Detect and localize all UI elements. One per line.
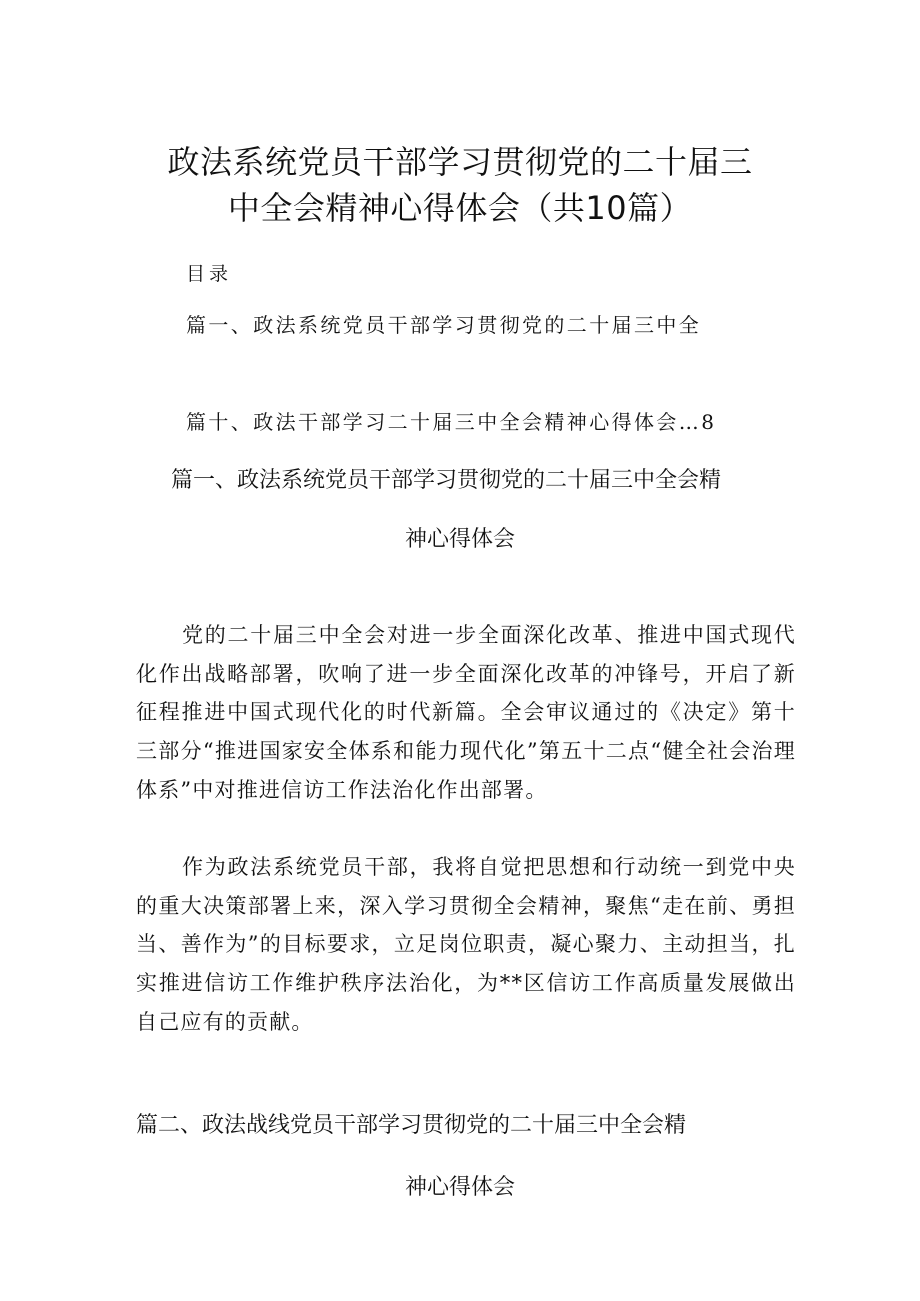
document-title-line-2: 中全会精神心得体会（共10篇） bbox=[227, 189, 693, 227]
section-2-heading-line-1: 篇二、政法战线党员干部学习贯彻党的二十届三中全会精 bbox=[136, 1113, 687, 1138]
toc-label: 目录 bbox=[186, 263, 233, 285]
section-1-heading-line-2: 神心得体会 bbox=[404, 527, 515, 552]
document-title-line-1: 政法系统党员干部学习贯彻党的二十届三 bbox=[167, 143, 753, 181]
section-1-paragraph-2: 作为政法系统党员干部，我将自觉把思想和行动统一到党中央的重大决策部署上来，深入学习贯彻全会精神，聚焦“走在前、勇担当、善作为”的目标要求，立足岗位职责，凝心聚力、主动担当，扎实推进信访工作维护秩序法治化，为**区信访工作高质量发展做出自己应有的贡献。 bbox=[136, 855, 796, 1034]
section-1-heading-line-1: 篇一、政法系统党员干部学习贯彻党的二十届三中全会精 bbox=[171, 468, 722, 493]
toc-entry-10[interactable]: 篇十、政法干部学习二十届三中全会精神心得体会…8 bbox=[186, 410, 717, 434]
toc-entry-1[interactable]: 篇一、政法系统党员干部学习贯彻党的二十届三中全 bbox=[186, 313, 702, 337]
section-1-paragraph-1: 党的二十届三中全会对进一步全面深化改革、推进中国式现代化作出战略部署，吹响了进一步全面深化改革的冲锋号，开启了新征程推进中国式现代化的时代新篇。全会审议通过的《决定》第十三部分“推进国家安全体系和能力现代化”第五十二点“健全社会治理体系”中对推进信访工作法治化作出部署。 bbox=[136, 623, 796, 802]
section-2-heading-line-2: 神心得体会 bbox=[404, 1175, 515, 1200]
